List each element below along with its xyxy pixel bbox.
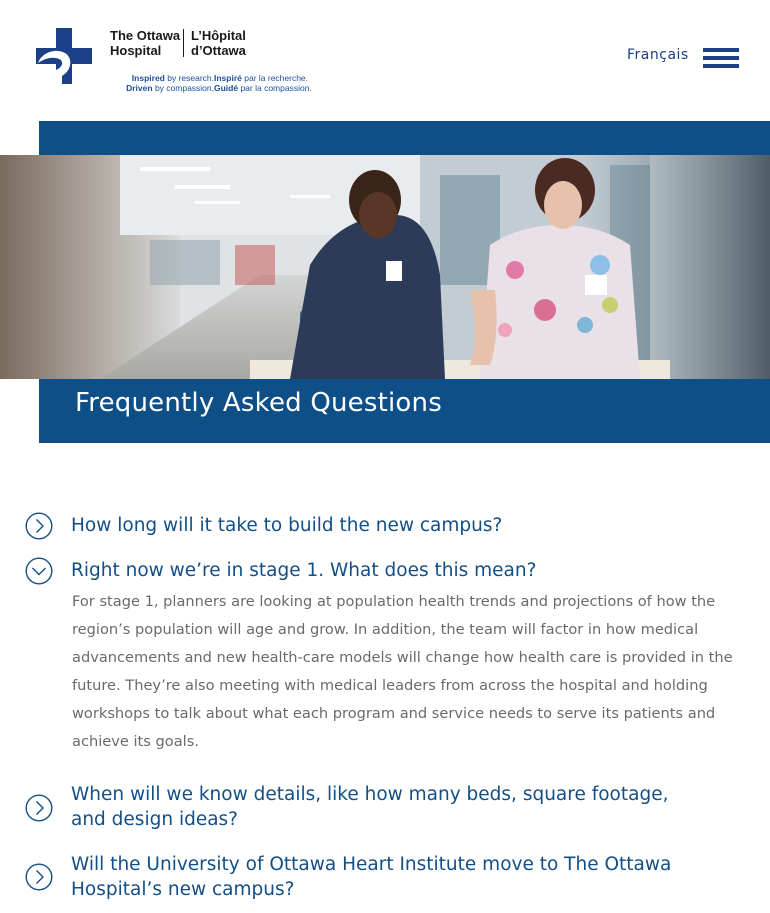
faq-question[interactable]: Will the University of Ottawa Heart Institute move to The Ottawa Hospital’s new campus? <box>71 854 672 900</box>
chevron-right-circle-icon[interactable] <box>25 512 53 540</box>
faq-question[interactable]: When will we know details, like how many beds, square footage, and design ideas? <box>71 784 669 830</box>
logo-name-french: L’Hôpital d’Ottawa <box>191 28 246 58</box>
faq-answer-line: achieve its goals. <box>72 733 199 750</box>
faq-question[interactable]: How long will it take to build the new campus? <box>71 515 503 536</box>
faq-answer-line: region’s population will age and grow. In addition, the team will factor in how medical <box>72 621 699 638</box>
chevron-right-circle-icon[interactable] <box>25 863 53 891</box>
page-title: Frequently Asked Questions <box>75 388 442 418</box>
hospital-logo-mark-icon <box>36 28 94 86</box>
hero-photo-illustration <box>0 155 770 379</box>
faq-item[interactable] <box>0 781 770 833</box>
logo-tagline-english: Inspired by research. Driven by compassion. <box>126 73 214 93</box>
site-header <box>0 0 770 120</box>
language-toggle-link[interactable]: Français <box>627 47 689 63</box>
faq-question[interactable]: Right now we’re in stage 1. What does this mean? <box>71 560 537 581</box>
faq-item[interactable] <box>0 512 770 542</box>
logo-tagline-french: Inspiré par la recherche. Guidé par la compassion. <box>214 73 312 93</box>
faq-answer-line: advancements and new health-care models will change how health care is provided in the <box>72 649 733 666</box>
logo-divider <box>183 29 184 57</box>
hamburger-menu-icon[interactable] <box>703 46 739 70</box>
hero-photo <box>0 155 770 379</box>
faq-answer-line: For stage 1, planners are looking at population health trends and projections of how the <box>72 593 716 610</box>
chevron-down-circle-icon[interactable] <box>25 557 53 585</box>
faq-answer-line: future. They’re also meeting with medical leaders from across the hospital and holding <box>72 677 708 694</box>
faq-item[interactable] <box>0 851 770 903</box>
faq-answer-line: workshops to talk about what each program and service needs to serve its patients and <box>72 705 716 722</box>
faq-answer <box>72 588 740 756</box>
faq-item-expanded[interactable] <box>0 557 770 757</box>
chevron-right-circle-icon[interactable] <box>25 794 53 822</box>
logo-name-english: The Ottawa Hospital <box>110 28 181 58</box>
hospital-logo[interactable] <box>36 28 336 98</box>
